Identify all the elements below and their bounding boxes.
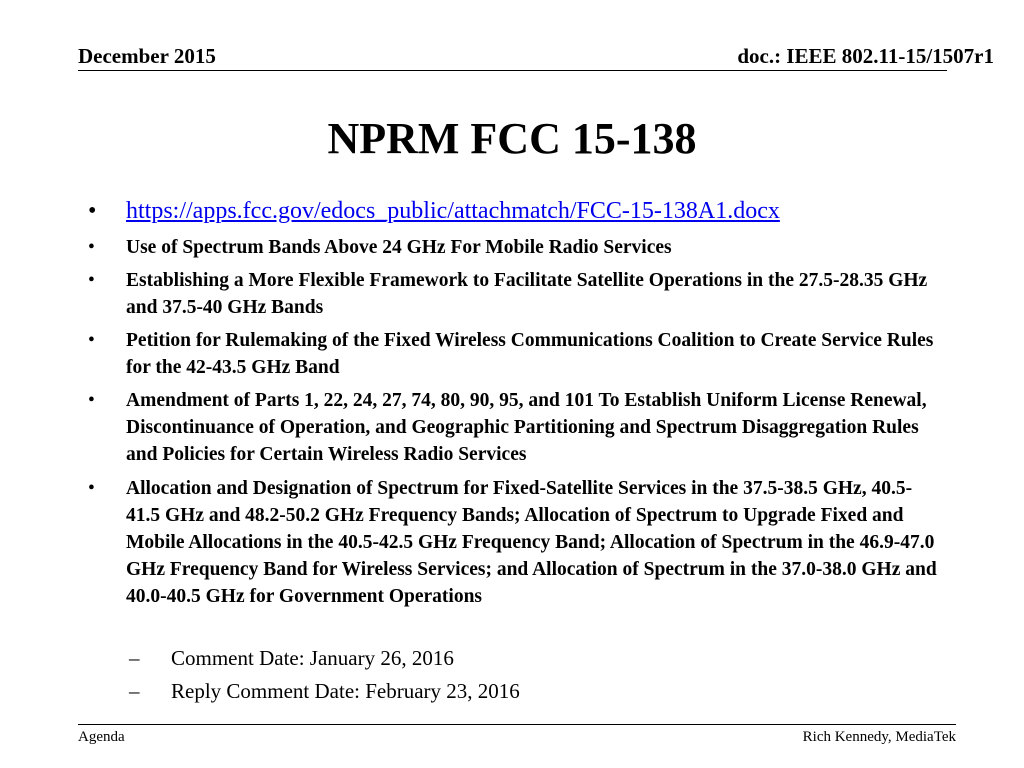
- bullet-item: [88, 387, 946, 468]
- sub-bullet-item: [129, 676, 951, 706]
- bullet-icon: •: [88, 390, 95, 411]
- bullet-text: Petition for Rulemaking of the Fixed Wireless Communications Coalition to Create Service Rules for the 42-43.5 GHz Band: [126, 330, 934, 378]
- sub-bullet-text: Comment Date: January 26, 2016: [171, 646, 454, 670]
- dash-icon: –: [129, 679, 140, 703]
- header-date: December 2015: [78, 44, 216, 68]
- bullet-item: [88, 475, 946, 610]
- bullet-text: Amendment of Parts 1, 22, 24, 27, 74, 80, 90, 95, and 101 To Establish Uniform License Renewal, Discontinuance of Operation, and Geographic Partitioning and Spectrum Disaggregation Rules and Policies for Certain Wireless Radio Services: [126, 390, 927, 465]
- bullet-item: [88, 327, 946, 381]
- bullet-icon: •: [88, 478, 95, 499]
- bullet-text: Use of Spectrum Bands Above 24 GHz For Mobile Radio Services: [126, 237, 672, 258]
- footer-left-text: Agenda: [78, 729, 125, 745]
- sub-bullet-text: Reply Comment Date: February 23, 2016: [171, 679, 520, 703]
- bullet-text: Establishing a More Flexible Framework to Facilitate Satellite Operations in the 27.5-28.35 GHz and 37.5-40 GHz Bands: [126, 270, 928, 318]
- bullet-icon: •: [88, 198, 97, 224]
- bullet-item: [88, 267, 946, 321]
- bullet-item: [88, 234, 946, 261]
- bullet-item-link: [88, 196, 946, 226]
- footer-divider: [78, 724, 956, 725]
- header-divider: [78, 70, 947, 71]
- bullet-icon: •: [88, 330, 95, 351]
- fcc-document-link[interactable]: https://apps.fcc.gov/edocs_public/attachmatch/FCC-15-138A1.docx: [126, 198, 780, 224]
- bullet-icon: •: [88, 270, 95, 291]
- dash-icon: –: [129, 646, 140, 670]
- bullet-text: Allocation and Designation of Spectrum for Fixed-Satellite Services in the 37.5-38.5 GHz, 40.5-41.5 GHz and 48.2-50.2 GHz Frequency Bands; Allocation of Spectrum to Upgrade Fixed and Mobile Allocations in the 40.5-42.5 GHz Frequency Band; Allocation of Spectrum in the 46.9-47.0 GHz Frequency Band for Wireless Services; and Allocation of Spectrum in the 37.0-38.0 GHz and 40.0-40.5 GHz for Government Operations: [126, 478, 937, 607]
- header-doc-id: doc.: IEEE 802.11-15/1507r1: [737, 44, 994, 68]
- slide-title: NPRM FCC 15-138: [327, 114, 697, 163]
- bullet-icon: •: [88, 237, 95, 258]
- sub-bullet-item: [129, 643, 951, 673]
- footer-author: Rich Kennedy, MediaTek: [802, 729, 956, 745]
